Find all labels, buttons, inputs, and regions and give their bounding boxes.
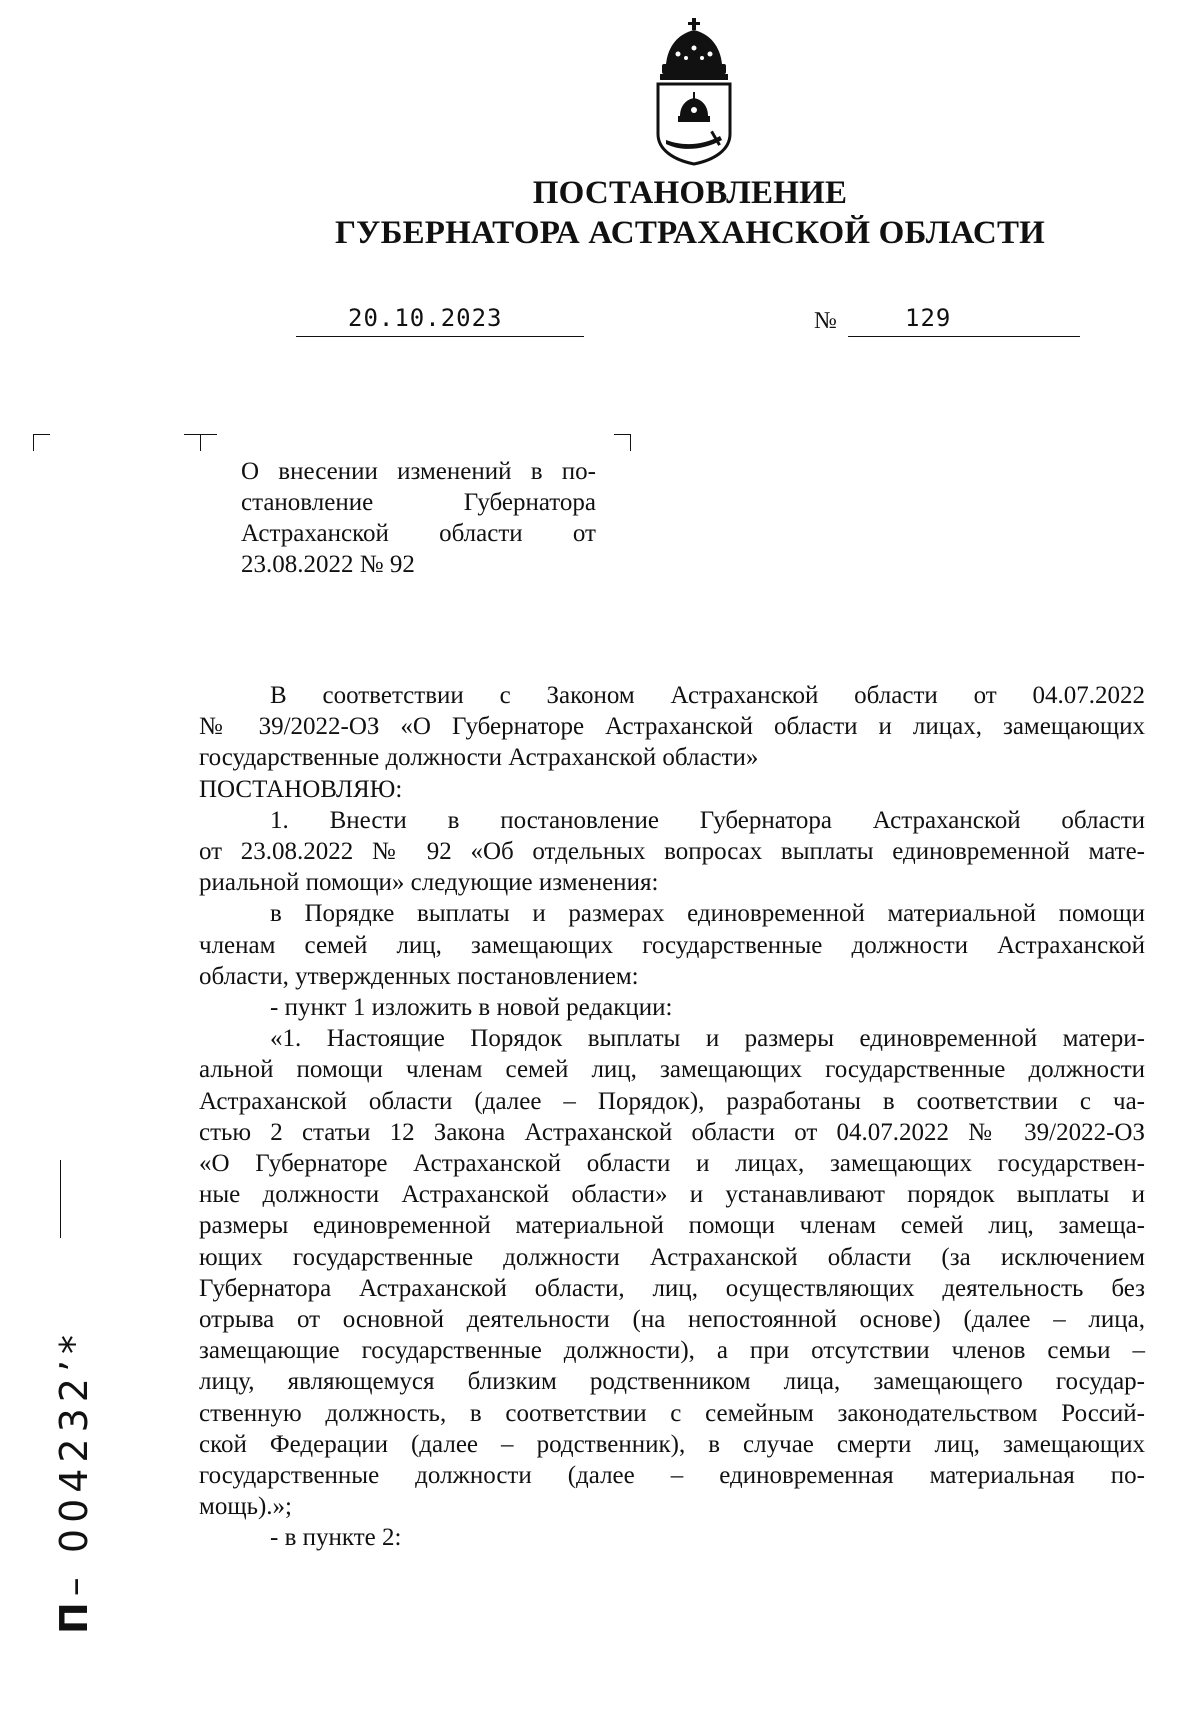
body-line: лицу, являющемуся близким родственником лица, замещающего государ- [199, 1368, 1145, 1396]
body-line: «О Губернаторе Астраханской области и лицах, замещающих государствен- [199, 1150, 1145, 1178]
document-title-line2: ГУБЕРНАТОРА АСТРАХАНСКОЙ ОБЛАСТИ [334, 215, 1046, 251]
document-number: 129 [905, 304, 952, 332]
body-line: «1. Настоящие Порядок выплаты и размеры единовременной матери- [270, 1025, 1145, 1053]
body-line: ственную должность, в соответствии с семейным законодательством Россий- [199, 1399, 1145, 1427]
body-line: № 39/2022-ОЗ «О Губернаторе Астраханской области и лицах, замещающих [199, 713, 1145, 741]
corner-mark [33, 434, 50, 451]
body-line: от 23.08.2022 № 92 «Об отдельных вопросах выплаты единовременной мате- [199, 838, 1145, 866]
document-title-line1: ПОСТАНОВЛЕНИЕ [532, 175, 848, 211]
body-line: Губернатора Астраханской области, лиц, осуществляющих деятельность без [199, 1274, 1145, 1302]
body-line: риальной помощи» следующие изменения: [199, 869, 659, 897]
document-date: 20.10.2023 [348, 304, 503, 332]
body-line: - пункт 1 изложить в новой редакции: [270, 994, 673, 1022]
body-line: государственные должности Астраханской области» [199, 744, 759, 772]
document-body [199, 680, 1145, 1554]
body-line: ные должности Астраханской области» и устанавливают порядок выплаты и [199, 1181, 1145, 1209]
body-line: размеры единовременной материальной помощи членам семей лиц, замеща- [199, 1212, 1145, 1240]
body-line: ской Федерации (далее – родственник), в случае смерти лиц, замещающих [199, 1430, 1145, 1458]
body-line: замещающие государственные должности), а при отсутствии членов семьи – [199, 1337, 1145, 1365]
body-line: области, утвержденных постановлением: [199, 962, 639, 990]
body-line: В соответствии с Законом Астраханской области от 04.07.2022 [270, 682, 1145, 709]
corner-mark [614, 434, 631, 451]
body-line: ПОСТАНОВЛЯЮ: [199, 775, 403, 803]
body-line: членам семей лиц, замещающих государственные должности Астраханской [199, 931, 1145, 959]
body-line: государственные должности (далее – единовременная материальная по- [199, 1462, 1145, 1490]
body-line: стью 2 статьи 12 Закона Астраханской области от 04.07.2022 № 39/2022-ОЗ [199, 1118, 1145, 1146]
body-line: 1. Внести в постановление Губернатора Астраханской области [270, 806, 1145, 834]
subject-line: О внесении изменений в по- [241, 458, 596, 485]
subject-line: становление Губернатора [241, 489, 596, 516]
corner-mark [184, 434, 201, 451]
body-line: альной помощи членам семей лиц, замещающих государственные должности [199, 1056, 1145, 1084]
body-line: - в пункте 2: [270, 1524, 402, 1552]
subject-line: Астраханской области от [241, 520, 596, 547]
document-subject [241, 456, 596, 580]
subject-line: 23.08.2022 № 92 [241, 551, 415, 578]
registration-number: – 004232’* [52, 1328, 96, 1597]
number-underline [848, 336, 1080, 337]
date-underline [296, 336, 584, 337]
corner-mark [200, 434, 217, 451]
number-label: № [814, 308, 837, 334]
margin-line [60, 1160, 61, 1238]
registration-prefix: П [52, 1596, 96, 1634]
body-line: отрыва от основной деятельности (на непостоянной основе) (далее – лица, [199, 1306, 1145, 1334]
body-line: мощь).»; [199, 1493, 292, 1521]
registration-code [52, 1329, 96, 1634]
body-line: Астраханской области (далее – Порядок), разработаны в соответствии с ча- [199, 1087, 1145, 1115]
body-line: ющих государственные должности Астраханской области (за исключением [199, 1243, 1145, 1271]
coat-of-arms-icon [648, 16, 740, 166]
body-line: в Порядке выплаты и размерах единовременной материальной помощи [270, 900, 1145, 928]
